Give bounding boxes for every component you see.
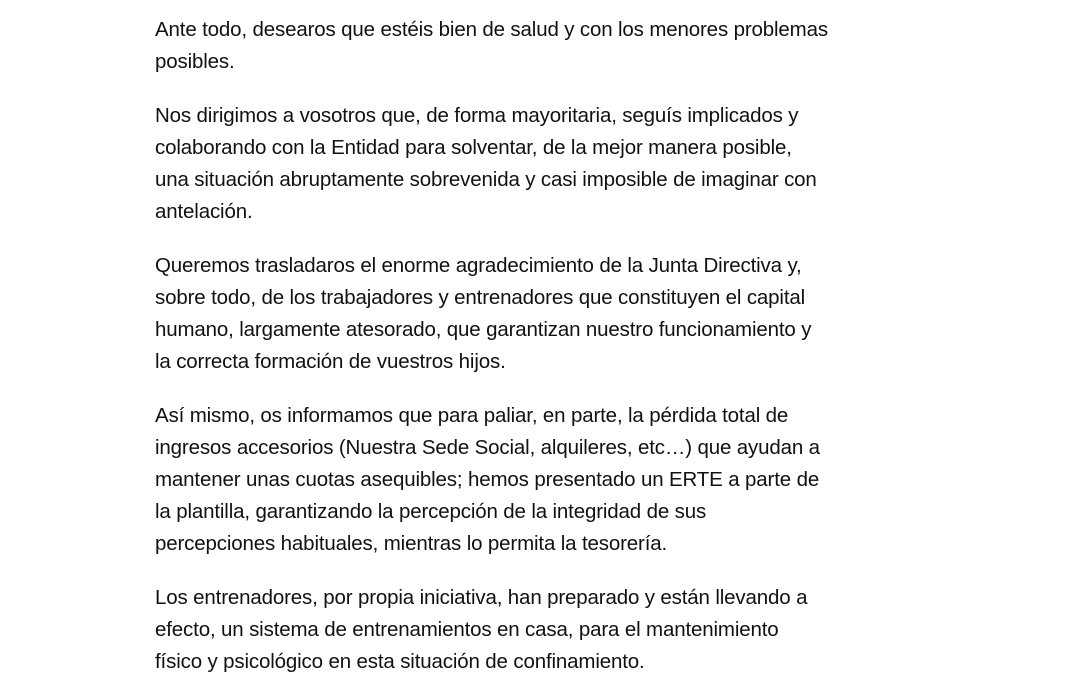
text-line: colaborando con la Entidad para solventar, de la mejor manera posible, bbox=[155, 136, 792, 159]
text-line: humano, largamente atesorado, que garantizan nuestro funcionamiento y bbox=[155, 318, 812, 341]
text-line: Nos dirigimos a vosotros que, de forma mayoritaria, seguís implicados y bbox=[155, 104, 799, 127]
text-line: Ante todo, desearos que estéis bien de salud y con los menores problemas bbox=[155, 18, 828, 41]
text-line: Los entrenadores, por propia iniciativa, han preparado y están llevando a bbox=[155, 586, 808, 609]
text-line: ingresos accesorios (Nuestra Sede Social, alquileres, etc…) que ayudan a bbox=[155, 436, 820, 459]
text-line: efecto, un sistema de entrenamientos en casa, para el mantenimiento bbox=[155, 618, 779, 641]
text-line: antelación. bbox=[155, 200, 253, 223]
text-line: Así mismo, os informamos que para paliar, en parte, la pérdida total de bbox=[155, 404, 789, 427]
paragraph-gratitude bbox=[155, 250, 1055, 378]
text-line: la correcta formación de vuestros hijos. bbox=[155, 350, 506, 373]
text-line: mantener unas cuotas asequibles; hemos presentado un ERTE a parte de bbox=[155, 468, 820, 491]
paragraph-collaboration bbox=[155, 100, 1055, 228]
paragraph-greeting bbox=[155, 14, 1055, 78]
text-line: físico y psicológico en esta situación de confinamiento. bbox=[155, 650, 645, 673]
text-line: percepciones habituales, mientras lo permita la tesorería. bbox=[155, 532, 668, 555]
text-line: posibles. bbox=[155, 50, 235, 73]
text-line: Queremos trasladaros el enorme agradecimiento de la Junta Directiva y, bbox=[155, 254, 802, 277]
document-body bbox=[155, 14, 1055, 700]
text-line: una situación abruptamente sobrevenida y casi imposible de imaginar con bbox=[155, 168, 817, 191]
text-line: la plantilla, garantizando la percepción de la integridad de sus bbox=[155, 500, 707, 523]
paragraph-training bbox=[155, 582, 1055, 678]
text-line: sobre todo, de los trabajadores y entrenadores que constituyen el capital bbox=[155, 286, 806, 309]
paragraph-erte bbox=[155, 400, 1055, 560]
